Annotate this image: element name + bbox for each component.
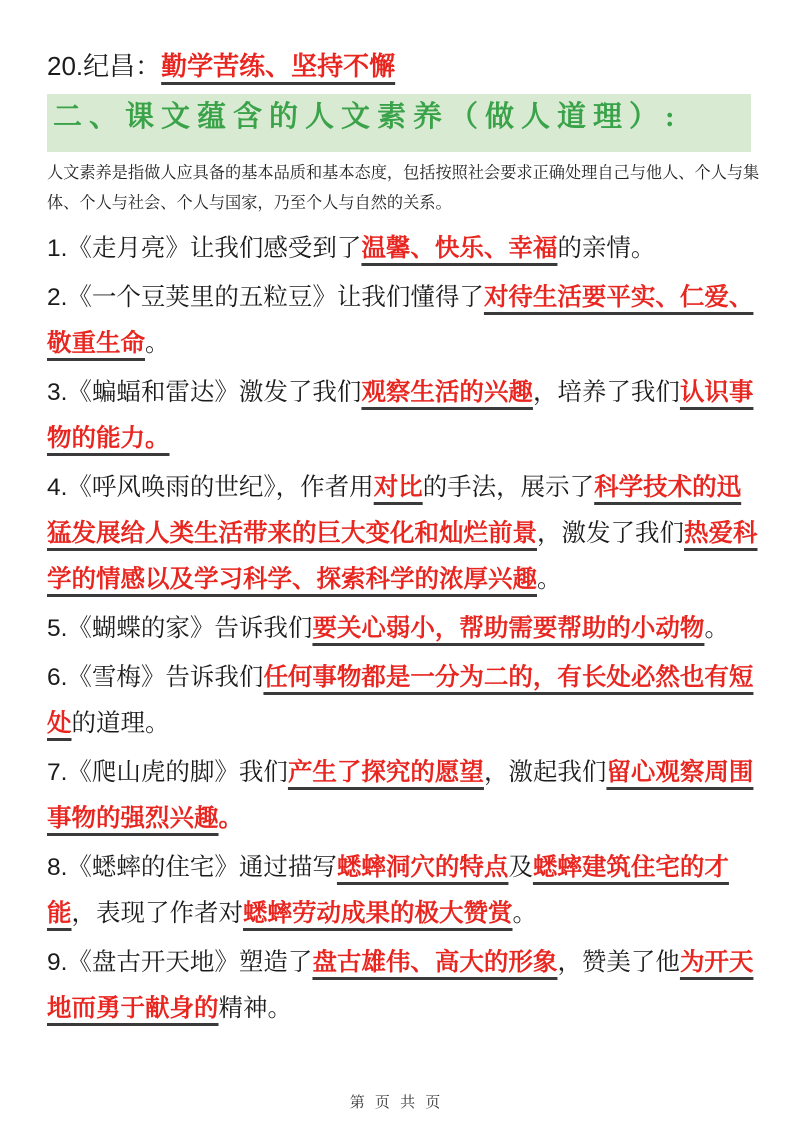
plain-text: 6.《雪梅》告诉我们 [47, 664, 264, 691]
highlighted-text: 要关心弱小，帮助需要帮助的小动物 [312, 615, 705, 642]
plain-text: 3.《蝙蝠和雷达》激发了我们 [47, 379, 362, 406]
section-description: 人文素养是指做人应具备的基本品质和基本态度，包括按照社会要求正确处理自己与他人、个人与集体、个人与社会、个人与国家，乃至个人与自然的关系。 [47, 164, 760, 212]
highlighted-text: 留心观察周围事物的强烈兴趣 [47, 759, 754, 832]
plain-text: 5.《蝴蝶的家》告诉我们 [47, 615, 313, 642]
page-footer: 第 页 共 页 [349, 1094, 444, 1111]
highlighted-text: 温馨、快乐、幸福 [361, 235, 558, 262]
highlighted-text: 任何事物都是一分为二的，有长处必然也有短处 [47, 664, 754, 737]
section-header-title: 二、课文蕴含的人文素养（做人道理）: [53, 101, 682, 133]
plain-text: 的手法，展示了 [422, 474, 595, 501]
plain-text: 7.《爬山虎的脚》我们 [47, 759, 288, 786]
highlighted-text: 勤学苦练、坚持不懈 [161, 51, 396, 81]
plain-text: ，培养了我们 [532, 379, 680, 406]
plain-text: 20.纪昌： [47, 51, 162, 81]
plain-text: 。 [512, 900, 537, 927]
plain-text: 9.《盘古开天地》塑造了 [47, 949, 313, 976]
plain-text: 8.《蟋蟀的住宅》通过描写 [47, 854, 337, 881]
highlighted-text: 产生了探究的愿望 [287, 759, 484, 786]
plain-text: 。 [145, 330, 170, 357]
plain-text: 。 [704, 615, 729, 642]
highlighted-text: 蟋蟀劳动成果的极大赞赏 [243, 900, 513, 927]
note-line-jichang [47, 48, 763, 84]
highlighted-text: 热爱科学的情感以及学习科学、探索科学的浓厚兴趣 [47, 520, 758, 593]
lesson-item-3 [47, 370, 763, 462]
plain-text: ，激起我们 [483, 759, 607, 786]
lesson-item-4 [47, 465, 763, 603]
lesson-item-6 [47, 655, 763, 747]
lesson-item-9 [47, 940, 763, 1032]
plain-text: ，赞美了他 [557, 949, 680, 976]
plain-text: ，表现了作者对 [71, 900, 243, 927]
plain-text: 4.《呼风唤雨的世纪》，作者用 [47, 474, 374, 501]
plain-text: 。 [537, 566, 562, 593]
highlighted-text: 。 [218, 805, 243, 832]
highlighted-text: 对待生活要平实、仁爱、敬重生命 [47, 284, 754, 357]
plain-text: 的道理。 [71, 710, 170, 737]
lesson-item-1 [47, 226, 763, 272]
highlighted-text: 观察生活的兴趣 [361, 379, 533, 406]
highlighted-text: 科学技术的迅猛发展给人类生活带来的巨大变化和灿烂前景 [47, 474, 742, 547]
highlighted-text: 认识事物的能力。 [47, 379, 754, 452]
plain-text: 1.《走月亮》让我们感受到了 [47, 235, 362, 262]
highlighted-text: 为开天地而勇于献身的 [47, 949, 754, 1022]
highlighted-text: 盘古雄伟、高大的形象 [312, 949, 558, 976]
plain-text: 2.《一个豆荚里的五粒豆》让我们懂得了 [47, 284, 484, 311]
plain-text: 及 [508, 854, 533, 881]
lessons-list [47, 226, 763, 1032]
lesson-item-2 [47, 275, 763, 367]
lesson-item-7 [47, 750, 763, 842]
plain-text: ，激发了我们 [537, 520, 684, 547]
plain-text: 的亲情。 [557, 235, 656, 262]
highlighted-text: 蟋蟀建筑住宅的才能 [47, 854, 729, 927]
lesson-item-5 [47, 606, 763, 652]
highlighted-text: 对比 [373, 474, 423, 501]
lesson-item-8 [47, 845, 763, 937]
section-header-banner [47, 94, 751, 152]
highlighted-text: 蟋蟀洞穴的特点 [336, 854, 509, 881]
plain-text: 精神。 [218, 995, 292, 1022]
